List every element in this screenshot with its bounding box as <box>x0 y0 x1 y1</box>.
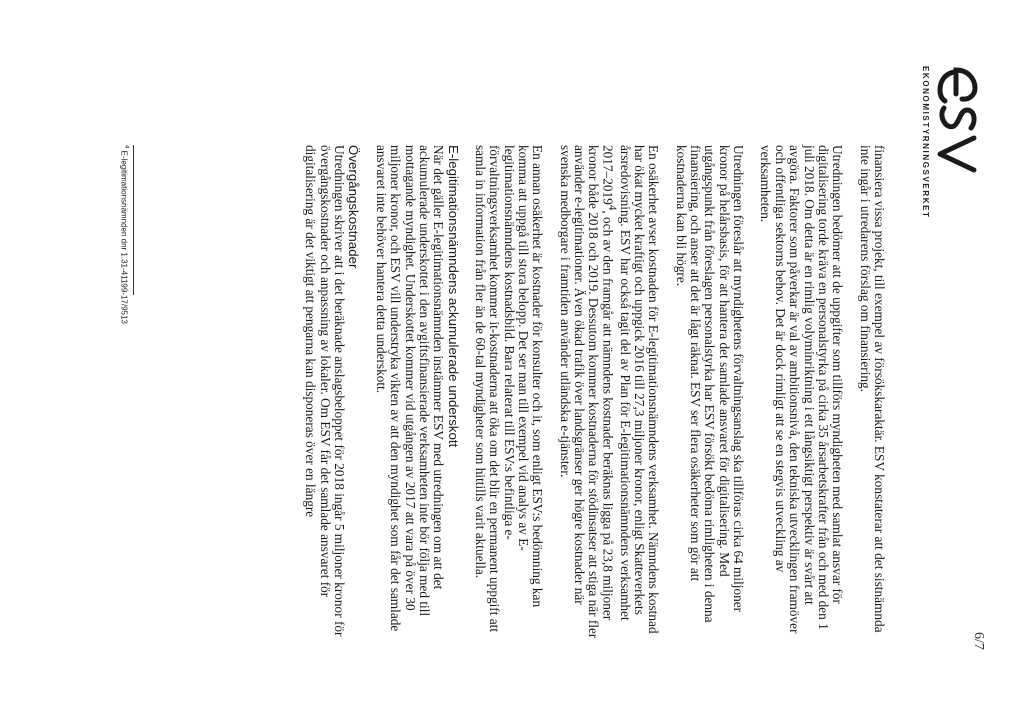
paragraph: finansiera vissa projekt, till exempel av försökskaraktär. ESV konstaterar att det sistnämnda inte ingår i utredarens förslag om finansiering. <box>857 145 887 633</box>
logo-wordmark: EKONOMISTYRNINGSVERKET <box>921 66 930 219</box>
footnote <box>119 145 129 324</box>
paragraph-text: , och av den framgår att nämndens kostnader beräknas ligga på 23,8 miljoner kronor både 2018 och 2019. Dessutom kommer kostnaderna för stödinsatser att stiga när fler använder e-legitimationer. Även ökad trafik över landsgränser ger högre kostnader när svenska medborgare i framtiden använder utländska e-tjänster. <box>557 145 616 639</box>
paragraph: Utredningen föreslår att myndighetens förvaltningsanslag ska tillföras cirka 64 miljoner kronor på helårsbasis, för att hantera det samlade ansvaret för digitalisering. Med utgångspunkt från föreslagen personalstyrka har ESV försökt bedöma rimligheten i denna finansiering, och anser att det är lågt räknat. ESV ser flera osäkerheter som gör att kostnaderna kan bli högre. <box>673 145 747 623</box>
paragraph <box>557 145 660 640</box>
footnote-reference: 4 <box>606 204 619 211</box>
paragraph: Utredningen bedömer att de uppgifter som tillförs myndigheten med samlat ansvar för digitalisering torde kräva en personalstyrka på cirka 35 årsarbetskrafter från och med den 1 juli 2018. Om detta är en rimlig volyminriktning i ett långsiktigt perspektiv är svårt att avgöra. Faktorer som påverkar är val av ambitionsnivå, den tekniska utvecklingen framöver och offentliga sektorns behov. Det är dock rimligt att se en stegvis utveckling av verksamheten. <box>758 145 846 634</box>
paragraph: När det gäller E-legitimationsnämnden instämmer ESV med utredningen om att det ackumulerade underskottet i den avgiftsfinansierade verksamheten inte bör följa med till mottagande myndighet. Underskottet kommer vid utgången av 2017 att vara på över 30 miljoner kronor, och ESV vill understryka vikten av att den myndighet som får det samlade ansvaret inte behöver hantera detta underskott. <box>373 145 447 632</box>
footnote-text: E-legitimationsnämnden dnr 1.31-41199-17/9513 <box>119 148 129 324</box>
document-body <box>290 145 886 640</box>
paragraph-text: En osäkerhet avser kostnaden för E-legitimationsnämndens verksamhet. Nämndens kostnad har ökat mycket kraftigt och uppgick 2016 till 27,3 miljoner kronor, enligt Skatteverkets årsredovisning. ESV har också tagit del av Plan för E-legitimationsnämndens verksamhet 2017–2019 <box>600 145 662 634</box>
section-heading: Övergångskostnader <box>346 145 362 269</box>
esv-logo-icon <box>934 66 982 176</box>
paragraph: En annan osäkerhet är kostnader för konsulter och it, som enligt ESV:s bedömning kan komma att uppgå till stora belopp. Det ser man till exempel vid analys av E-legitimationsnämndens kostnadsbild. Bara relaterat till ESV:s befintliga e-förvaltningsverksamhet kommer it-kostnaderna att öka om det blir en permanent uppgift att samla in information från fler än de 60-tal myndigheter som hittills varit aktuella. <box>472 145 546 633</box>
section-heading: E-legitimationsnämndens ackumulerade underskott <box>445 145 461 448</box>
paragraph: Utredningen skriver att i det beräknade anslagsbeloppet för 2018 ingår 5 miljoner kronor för övergångskostnader och anpassning av lokaler. Om ESV får det samlade ansvaret för digitalisering är det viktigt att pengarna kan disponeras över en längre <box>303 145 348 637</box>
page-number: 6/7 <box>971 632 986 650</box>
footnote-marker: 4 <box>123 145 129 149</box>
footnote-divider <box>133 145 134 295</box>
esv-logo <box>922 66 982 186</box>
